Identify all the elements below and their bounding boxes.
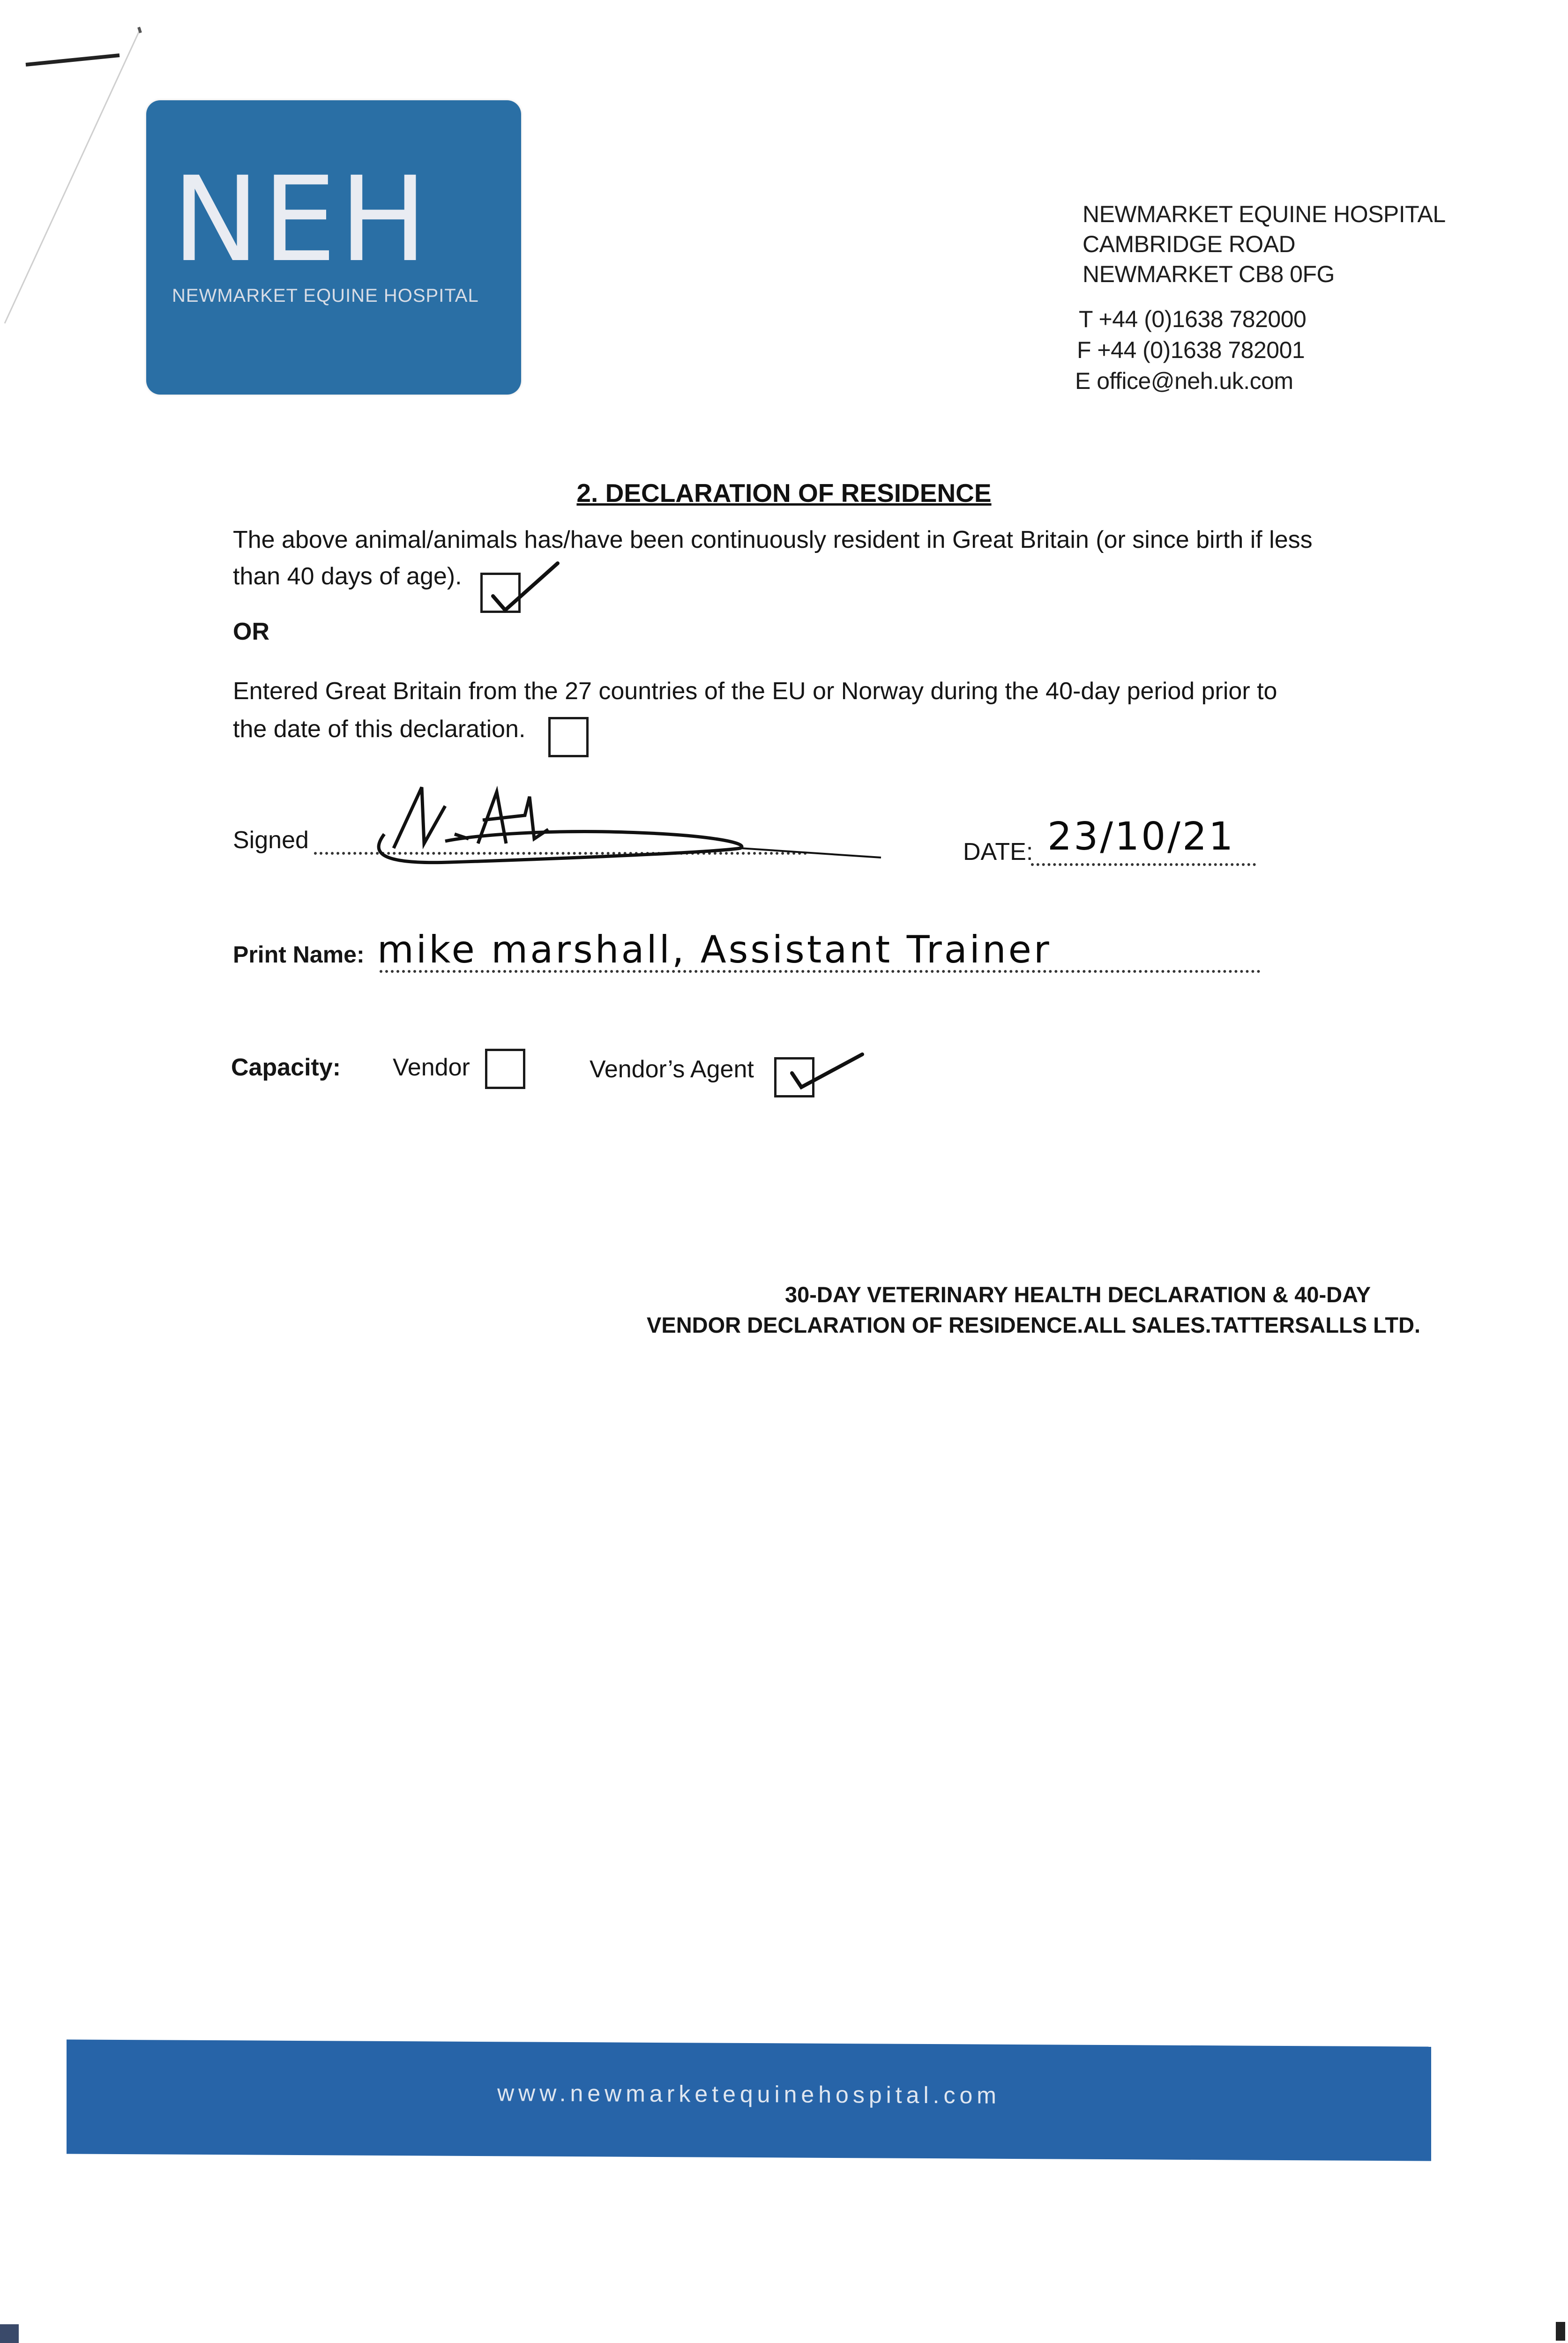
vendors-agent-label: Vendor’s Agent xyxy=(590,1056,754,1083)
or-label: OR xyxy=(233,618,269,645)
neh-logo xyxy=(146,100,521,395)
website-url: www.newmarketequinehospital.com xyxy=(497,2080,1001,2109)
statement-1-line-1: The above animal/animals has/have been continuously resident in Great Britain (or since birth if less xyxy=(233,526,1313,553)
scan-corner-mark xyxy=(1556,2322,1565,2341)
capacity-label: Capacity: xyxy=(231,1054,341,1081)
logo-subtitle: NEWMARKET EQUINE HOSPITAL xyxy=(172,285,479,306)
print-name-value: mike marshall, Assistant Trainer xyxy=(377,928,1052,971)
check-mark-icon xyxy=(487,558,562,619)
date-line xyxy=(1031,863,1256,866)
email-address: E office@neh.uk.com xyxy=(1075,368,1293,394)
website-banner xyxy=(67,2039,1431,2161)
logo-mark: NEH xyxy=(172,151,430,288)
footer-line-2: VENDOR DECLARATION OF RESIDENCE.ALL SALES.TATTERSALLS LTD. xyxy=(647,1313,1421,1337)
footer-line-1: 30-DAY VETERINARY HEALTH DECLARATION & 40-DAY xyxy=(785,1282,1371,1307)
statement-2-line-1: Entered Great Britain from the 27 countries of the EU or Norway during the 40-day period prior to xyxy=(233,678,1277,705)
check-mark-icon xyxy=(783,1045,867,1097)
date-value: 23/10/21 xyxy=(1047,814,1235,859)
statement-2-line-2: the date of this declaration. xyxy=(233,716,526,743)
signed-label: Signed xyxy=(233,827,309,854)
date-label: DATE: xyxy=(963,838,1033,866)
address-line-2: CAMBRIDGE ROAD xyxy=(1083,231,1296,257)
page-title: 2. DECLARATION OF RESIDENCE xyxy=(576,478,992,507)
address-line-3: NEWMARKET CB8 0FG xyxy=(1083,261,1335,287)
vendor-checkbox[interactable] xyxy=(485,1049,525,1089)
signature-image xyxy=(328,778,890,872)
eu-entry-checkbox[interactable] xyxy=(548,717,589,757)
fax-number: F +44 (0)1638 782001 xyxy=(1077,337,1305,363)
phone-number: T +44 (0)1638 782000 xyxy=(1079,306,1307,332)
vendor-label: Vendor xyxy=(393,1054,470,1081)
statement-1-line-2: than 40 days of age). xyxy=(233,563,462,590)
print-name-label: Print Name: xyxy=(233,941,365,968)
address-line-1: NEWMARKET EQUINE HOSPITAL xyxy=(1083,201,1446,227)
scan-corner-mark xyxy=(0,2324,19,2343)
